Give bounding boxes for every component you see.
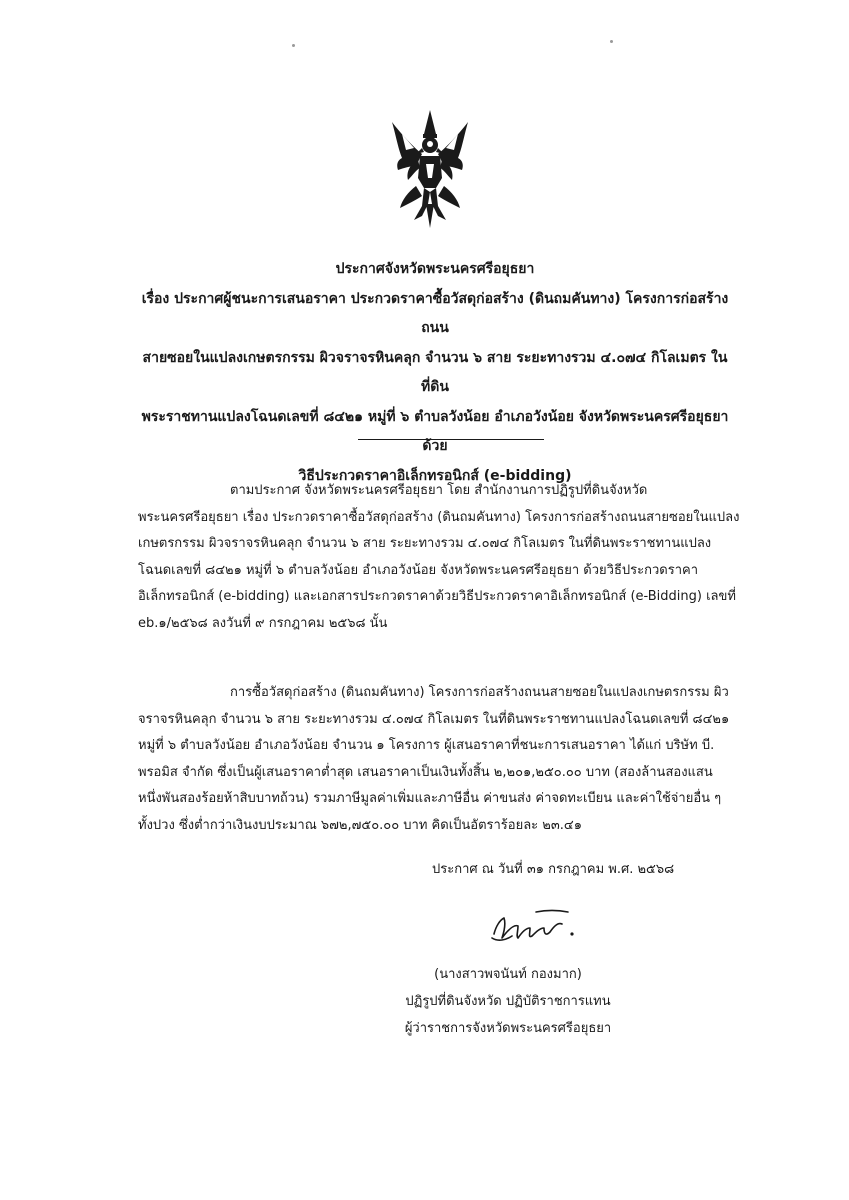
signer-block — [388, 961, 628, 1042]
paragraph-line: พรอมิส จำกัด ซึ่งเป็นผู้เสนอราคาต่ำสุด เสนอราคาเป็นเงินทั้งสิ้น ๒,๒๐๑,๒๕๐.๐๐ บาท (สองล้านสองแสน — [138, 764, 713, 780]
garuda-emblem-icon — [388, 108, 472, 230]
paragraph-line: โฉนดเลขที่ ๘๔๒๑ หมู่ที่ ๖ ตำบลวังน้อย อำเภอวังน้อย จังหวัดพระนครศรีอยุธยา ด้วยวิธีประกวดราคา — [138, 562, 699, 578]
header-divider — [358, 439, 544, 440]
paragraph-line: ตามประกาศ จังหวัดพระนครศรีอยุธยา โดย สำนักงานการปฏิรูปที่ดินจังหวัด — [230, 483, 648, 498]
scan-speck — [610, 40, 613, 43]
announcement-date: ประกาศ ณ วันที่ ๓๑ กรกฎาคม พ.ศ. ๒๕๖๘ — [432, 862, 675, 877]
scan-speck — [292, 44, 295, 47]
paragraph-line: เกษตรกรรม ผิวจราจรหินคลุก จำนวน ๖ สาย ระยะทางรวม ๔.๐๗๔ กิโลเมตร ในที่ดินพระราชทานแปลง — [138, 536, 712, 551]
paragraph-line: การซื้อวัสดุก่อสร้าง (ดินถมคันทาง) โครงการก่อสร้างถนนสายซอยในแปลงเกษตรกรรม ผิว — [230, 685, 729, 700]
signer-position: ผู้ว่าราชการจังหวัดพระนครศรีอยุธยา — [404, 1021, 612, 1036]
subject-line: วิธีประกวดราคาอิเล็กทรอนิกส์ (e-bidding) — [298, 467, 572, 484]
paragraph-line: พระนครศรีอยุธยา เรื่อง ประกวดราคาซื้อวัสดุก่อสร้าง (ดินถมคันทาง) โครงการก่อสร้างถนนสายซอยในแปลง — [138, 509, 740, 525]
paragraph-line: จราจรหินคลุก จำนวน ๖ สาย ระยะทางรวม ๔.๐๗๔ กิโลเมตร ในที่ดินพระราชทานแปลงโฉนดเลขที่ ๘๔๒๑ — [138, 711, 730, 727]
announcement-title: ประกาศจังหวัดพระนครศรีอยุธยา — [335, 261, 535, 277]
paragraph-line: eb.๑/๒๕๖๘ ลงวันที่ ๙ กรกฎาคม ๒๕๖๘ นั้น — [138, 615, 388, 631]
handwritten-signature — [488, 904, 578, 950]
body-paragraph-1 — [138, 478, 738, 637]
paragraph-line: หนึ่งพันสองร้อยห้าสิบบาทถ้วน) รวมภาษีมูลค่าเพิ่มและภาษีอื่น ค่าขนส่ง ค่าจดทะเบียน และค่าใช้จ่ายอื่น ๆ — [138, 791, 722, 806]
paragraph-line: ทั้งปวง ซึ่งต่ำกว่าเงินงบประมาณ ๖๗๒,๗๕๐.๐๐ บาท คิดเป็นอัตราร้อยละ ๒๓.๔๑ — [138, 817, 582, 833]
signer-position: ปฏิรูปที่ดินจังหวัด ปฏิบัติราชการแทน — [405, 994, 611, 1009]
paragraph-line: อิเล็กทรอนิกส์ (e-bidding) และเอกสารประกวดราคาด้วยวิธีประกวดราคาอิเล็กทรอนิกส์ (e-Bidding) เลขที่ — [138, 589, 736, 604]
announcement-header — [135, 255, 735, 491]
subject-line: สายซอยในแปลงเกษตรกรรม ผิวจราจรหินคลุก จำนวน ๖ สาย ระยะทางรวม ๔.๐๗๔ กิโลเมตร ในที่ดิน — [142, 349, 728, 395]
signer-name: (นางสาวพจนันท์ กองมาก) — [434, 967, 582, 982]
subject-line: พระราชทานแปลงโฉนดเลขที่ ๘๔๒๑ หมู่ที่ ๖ ตำบลวังน้อย อำเภอวังน้อย จังหวัดพระนครศรีอยุธยา ด้วย — [141, 408, 729, 454]
body-paragraph-2 — [138, 680, 738, 839]
paragraph-line: หมู่ที่ ๖ ตำบลวังน้อย อำเภอวังน้อย จำนวน ๑ โครงการ ผู้เสนอราคาที่ชนะการเสนอราคา ได้แก่ บริษัท บี. — [138, 738, 715, 753]
subject-line: เรื่อง ประกาศผู้ชนะการเสนอราคา ประกวดราคาซื้อวัสดุก่อสร้าง (ดินถมคันทาง) โครงการก่อสร้างถนน — [141, 290, 729, 336]
